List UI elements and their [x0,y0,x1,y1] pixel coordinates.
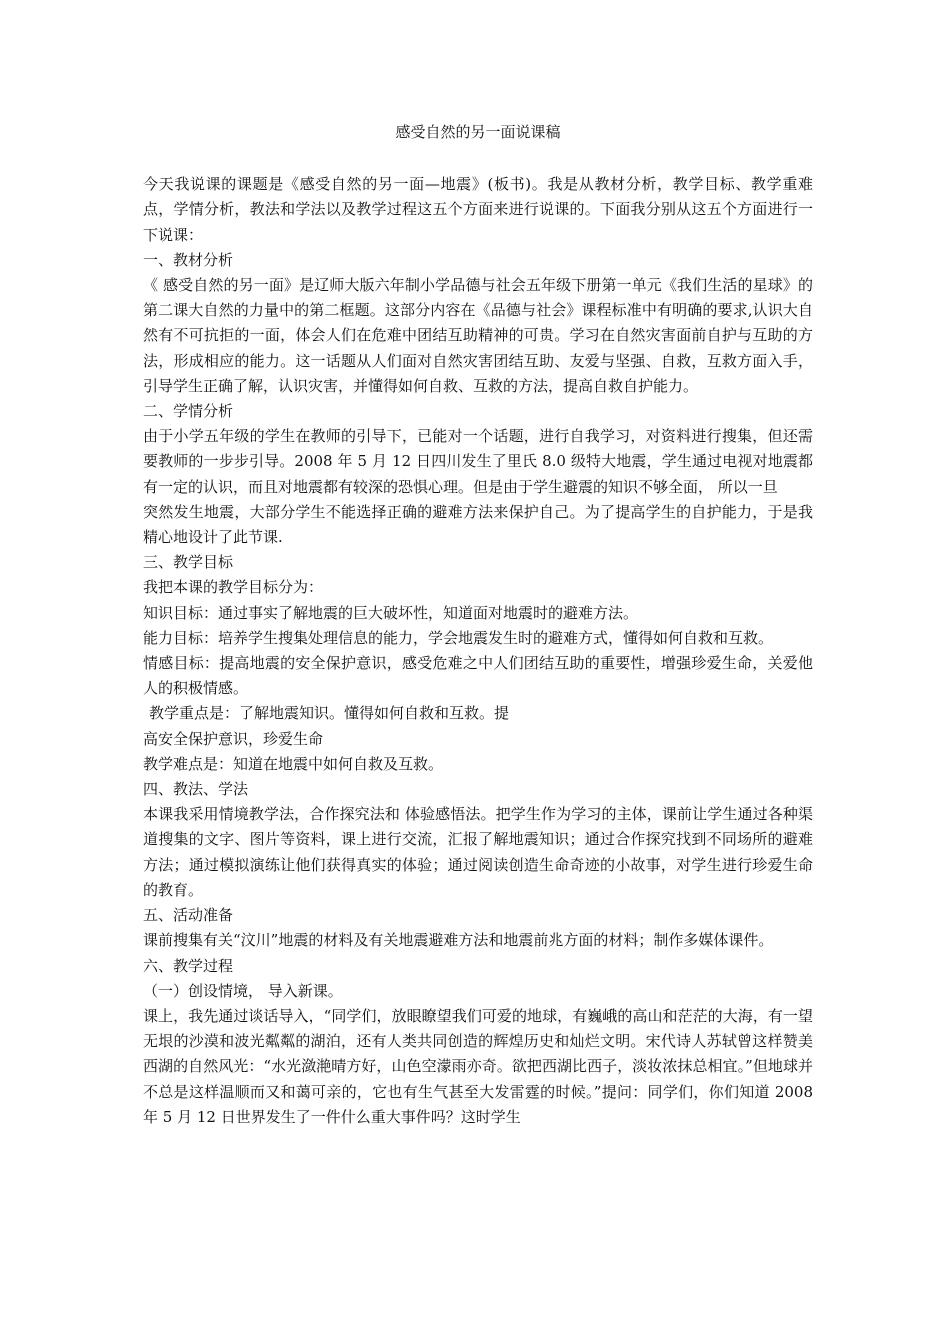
teaching-focus-continuation: 高安全保护意识，珍爱生命 [143,729,324,748]
process-step-1-paragraph: 课上，我先通过谈话导入，“同学们，放眼瞭望我们可爱的地球，有巍峨的高山和茫茫的大海，有一望无垠的沙漠和波光粼粼的湖泊，还有人类共同创造的辉煌历史和灿烂文明。宋代诗人苏轼曾这样赞美西湖的自然风光：“水光潋滟晴方好，山色空濛雨亦奇。欲把西湖比西子，淡妆浓抹总相宜。”但地球并不总是这样温顺而又和蔼可亲的，它也有生气甚至大发雷霆的时候。”提问：同学们，你们知道 2008 年 5 月 12 日世界发生了一件什么重大事件吗？这时学生 [143,1006,813,1126]
intro-paragraph: 今天我说课的课题是《感受自然的另一面—地震》(板书)。我是从教材分析，教学目标、教学重难点，学情分析，教法和学法以及教学过程这五个方面来进行说课的。下面我分别从这五个方面进行一下说课： [143,175,813,244]
document-title: 感受自然的另一面说课稿 [395,123,561,141]
section-heading-methods: 四、教法、学法 [143,780,249,799]
preparation-paragraph: 课前搜集有关“汶川”地震的材料及有关地震避难方法和地震前兆方面的材料；制作多媒体课件。 [143,931,774,950]
teaching-focus: 教学重点是：了解地震知识。懂得如何自救和互救。提 [149,704,510,723]
section-heading-textbook-analysis: 一、教材分析 [143,250,234,269]
student-analysis-paragraph: 由于小学五年级的学生在教师的引导下，已能对一个话题，进行自我学习，对资料进行搜集，但还需要教师的一步步引导。2008 年 5 月 12 日四川发生了里氏 8.0 级特大地震，学生通过电视对地震都有一定的认识，而且对地震都有较深的恐惧心理。但是由于学生避震的知识不够全面， 所以一旦 [143,427,813,496]
section-heading-teaching-goals: 三、教学目标 [143,553,234,572]
goals-intro: 我把本课的教学目标分为： [143,578,324,597]
section-heading-preparation: 五、活动准备 [143,906,234,925]
student-analysis-continuation: 突然发生地震，大部分学生不能选择正确的避难方法来保护自己。为了提高学生的自护能力，于是我精心地设计了此节课. [143,502,813,547]
section-heading-student-analysis: 二、学情分析 [143,402,234,421]
ability-goal: 能力目标：培养学生搜集处理信息的能力，学会地震发生时的避难方式，懂得如何自救和互救。 [143,628,774,647]
document-body [143,120,813,1130]
textbook-analysis-paragraph: 《 感受自然的另一面》是辽师大版六年制小学品德与社会五年级下册第一单元《我们生活的星球》的第二课大自然的力量中的第二框题。这部分内容在《品德与社会》课程标准中有明确的要求,认识大自然有不可抗拒的一面，体会人们在危难中团结互助精神的可贵。学习在自然灾害面前自护与互助的方法，形成相应的能力。这一话题从人们面对自然灾害团结互助、友爱与坚强、自救，互救方面入手，引导学生正确了解，认识灾害，并懂得如何自救、互救的方法，提高自救自护能力。 [143,276,813,395]
knowledge-goal: 知识目标：通过事实了解地震的巨大破坏性，知道面对地震时的避难方法。 [143,603,639,622]
section-heading-process: 六、教学过程 [143,956,234,975]
process-step-1-heading: （一）创设情境， 导入新课。 [143,981,343,1000]
emotional-goal: 情感目标：提高地震的安全保护意识，感受危难之中人们团结互助的重要性，增强珍爱生命，关爱他人的积极情感。 [143,654,813,698]
teaching-difficulty: 教学难点是：知道在地震中如何自救及互救。 [143,754,444,773]
methods-paragraph: 本课我采用情境教学法，合作探究法和 体验感悟法。把学生作为学习的主体，课前让学生通过各种渠道搜集的文字、图片等资料，课上进行交流，汇报了解地震知识；通过合作探究找到不同场所的避难方法；通过模拟演练让他们获得真实的体验；通过阅读创造生命奇迹的小故事，对学生进行珍爱生命的教育。 [143,805,813,899]
